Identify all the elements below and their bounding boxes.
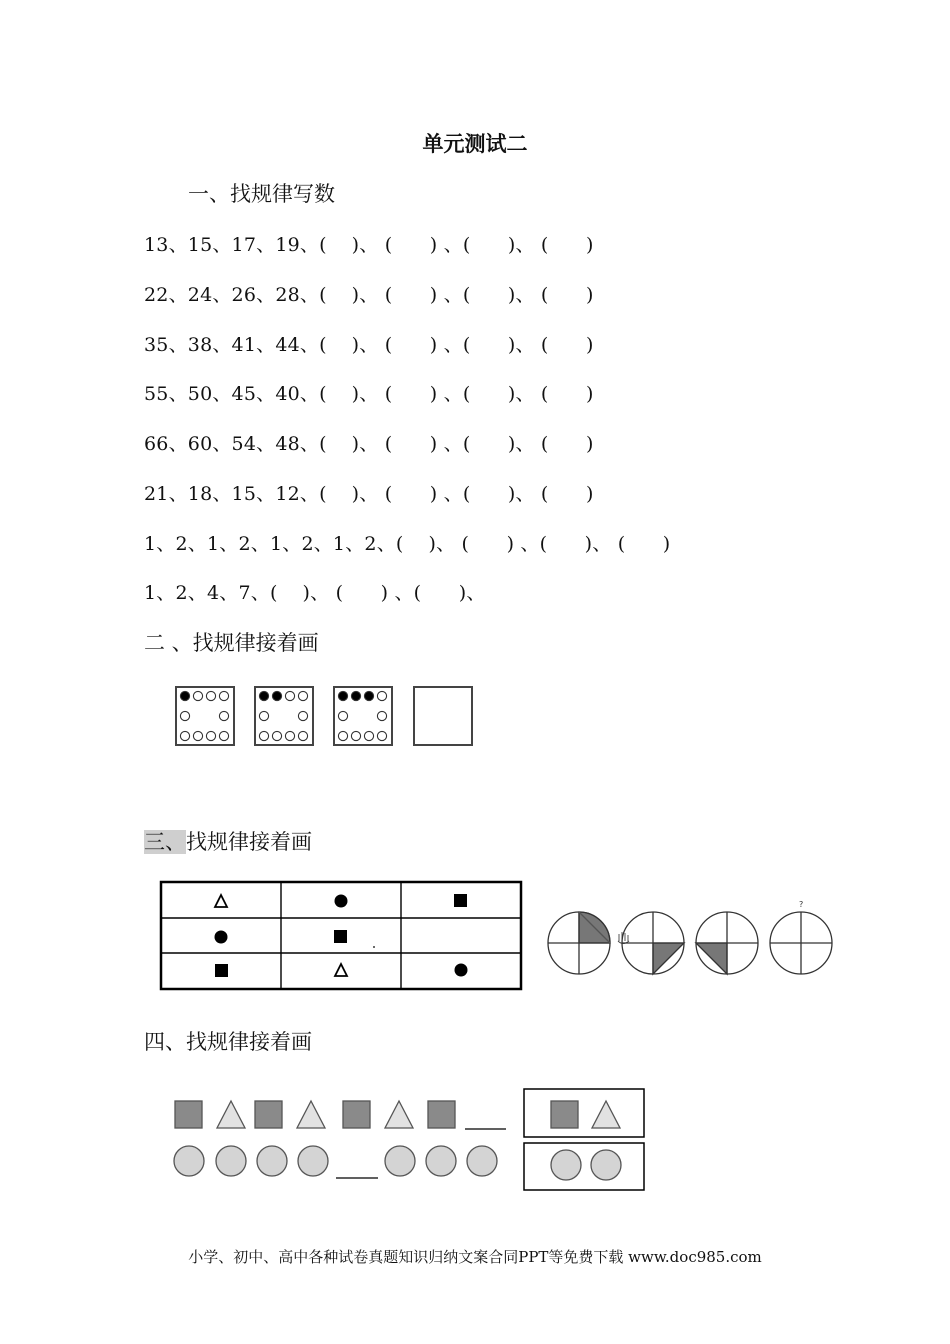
footer-note: 小学、初中、高中各种试卷真题知识归纳文案合同PPT等免费下载 www.doc985.com (188, 1248, 762, 1266)
gray-square-icon (255, 1101, 282, 1128)
section2-heading: 二 、找规律接着画 (144, 631, 319, 655)
light-triangle-icon (385, 1101, 413, 1128)
gray-circle-icon (467, 1146, 497, 1176)
sequence-row-1: 13、15、17、19、( )、 ( ) 、( )、 ( ) (144, 234, 594, 256)
light-triangle-icon (297, 1101, 325, 1128)
sequence-row-5: 66、60、54、48、( )、 ( ) 、( )、 ( ) (144, 433, 594, 455)
page-title: 单元测试二 (422, 131, 528, 156)
gray-square-icon (428, 1101, 455, 1128)
section3-heading-number: 三、 (144, 830, 186, 854)
gray-circle-icon (174, 1146, 204, 1176)
sequence-row-6: 21、18、15、12、( )、 ( ) 、( )、 ( ) (144, 483, 594, 505)
section4-heading: 四、找规律接着画 (144, 1030, 312, 1054)
gray-circle-icon (426, 1146, 456, 1176)
gray-circle-icon (257, 1146, 287, 1176)
gray-circle-icon (298, 1146, 328, 1176)
options-box-1 (524, 1089, 644, 1137)
question-mark-label: ? (799, 900, 804, 909)
gray-circle-icon (591, 1150, 621, 1180)
gray-square-icon (343, 1101, 370, 1128)
gray-circle-icon (216, 1146, 246, 1176)
section3-heading-text: 找规律接着画 (186, 830, 312, 854)
light-triangle-icon (592, 1101, 620, 1128)
section1-heading: 一、找规律写数 (188, 182, 335, 206)
sequence-row-7: 1、2、1、2、1、2、1、2、( )、 ( ) 、( )、 ( ) (144, 533, 671, 555)
gray-circle-icon (551, 1150, 581, 1180)
options-box-2 (524, 1143, 644, 1190)
sequence-row-8: 1、2、4、7、( )、 ( ) 、( )、 (144, 582, 486, 604)
gray-square-icon (551, 1101, 578, 1128)
sequence-row-2: 22、24、26、28、( )、 ( ) 、( )、 ( ) (144, 284, 594, 306)
gray-square-icon (175, 1101, 202, 1128)
light-triangle-icon (217, 1101, 245, 1128)
gray-circle-icon (385, 1146, 415, 1176)
sequence-row-3: 35、38、41、44、( )、 ( ) 、( )、 ( ) (144, 334, 594, 356)
sequence-row-4: 55、50、45、40、( )、 ( ) 、( )、 ( ) (144, 383, 594, 405)
